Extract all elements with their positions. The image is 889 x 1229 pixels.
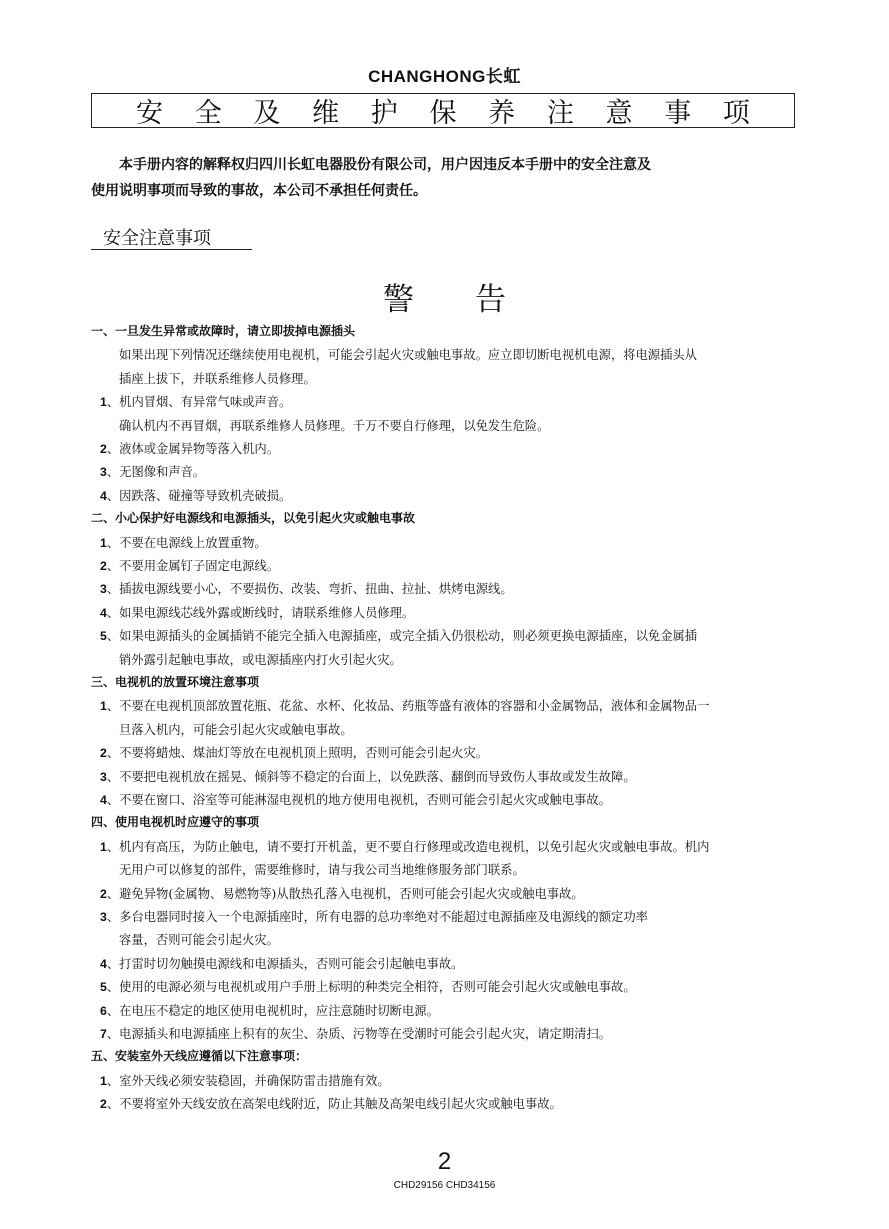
list-item [100,907,648,925]
list-item-text: 、插拔电源线要小心，不要损伤、改装、弯折、扭曲、拉扯、烘烤电源线。 [106,582,513,597]
list-item [100,1071,390,1089]
intro-line-1: 本手册内容的解释权归四川长虹电器股份有限公司，用户因违反本手册中的安全注意及 [119,157,651,173]
list-item [100,603,414,621]
list-item-number: 2 [100,442,107,456]
list-item-number: 5 [100,629,107,644]
title-char: 事 [664,98,692,129]
list-item [100,790,611,808]
intro-line-2: 使用说明事项而导致的事故，本公司不承担任何责任。 [91,183,427,199]
list-item-text: 、多台电器同时接入一个电源插座时，所有电器的总功率绝对不能超过电源插座及电源线的额定功率 [106,910,648,924]
section-subheading: 二、小心保护好电源线和电源插头，以免引起火灾或触电事故 [91,511,416,526]
list-item-number: 1 [100,699,107,714]
list-item-text: 、避免异物(金属物、易燃物等)从散热孔落入电视机，否则可能会引起火灾或触电事故。 [106,886,584,901]
list-item [100,884,584,902]
title-char: 项 [722,98,750,129]
list-item-continuation: 插座上拔下，并联系维修人员修理。 [119,371,316,386]
list-item-number: 5 [100,980,107,995]
list-item-text: 、室外天线必须安装稳固，并确保防雷击措施有效。 [106,1073,390,1088]
list-item-text: 、打雷时切勿触摸电源线和电源插头，否则可能会引起触电事故。 [106,956,464,971]
list-item-text: 、不要把电视机放在摇晃、倾斜等不稳定的台面上，以免跌落、翻倒而导致伤人事故或发生故障。 [106,769,636,784]
list-item-text: 、无图像和声音。 [106,465,206,480]
warning-char-2: 告 [475,282,507,318]
list-item-number: 1 [100,535,107,550]
section-heading-text: 安全注意事项 [103,228,211,249]
list-item-number: 2 [100,559,107,573]
list-item [100,1024,611,1042]
list-item-text: 、使用的电源必须与电视机或用户手册上标明的种类完全相符，否则可能会引起火灾或触电事故。 [106,980,636,995]
list-item-number: 1 [100,395,107,410]
title-char: 养 [488,98,516,129]
list-item-text: 、因跌落、碰撞等导致机壳破损。 [106,488,292,503]
list-item-continuation: 确认机内不再冒烟，再联系维修人员修理。千万不要自行修理，以免发生危险。 [119,418,550,433]
list-item-text: 、不要在电源线上放置重物。 [106,535,267,550]
section-subheading: 三、电视机的放置环境注意事项 [91,675,260,689]
list-item-continuation: 无用户可以修复的部件，需要维修时，请与我公司当地维修服务部门联系。 [119,863,525,878]
list-item-number: 3 [100,910,107,924]
list-item-text: 、不要将蜡烛、煤油灯等放在电视机顶上照明，否则可能会引起火灾。 [106,746,489,761]
list-item-text: 、如果电源插头的金属插销不能完全插入电源插座，或完全插入仍很松动，则必须更换电源插座，以免金属插 [106,629,698,644]
list-item [100,626,697,644]
list-item-number: 1 [100,1073,107,1088]
section-subheading: 五、安装室外天线应遵循以下注意事项： [91,1049,308,1064]
list-item [100,743,488,761]
list-item-text: 、电源插头和电源插座上积有的灰尘、杂质、污物等在受潮时可能会引起火灾，请定期清扫。 [106,1027,612,1041]
list-item-number: 2 [100,746,107,761]
warning-heading [0,274,889,319]
list-item [100,977,636,995]
model-code: CHD29156 CHD34156 [393,1180,496,1191]
list-item-number: 2 [100,1097,107,1112]
list-item [100,1094,562,1112]
section-heading [91,222,252,250]
title-char: 全 [194,98,222,129]
section-subheading: 四、使用电视机时应遵守的事项 [91,815,260,830]
title-char: 维 [312,98,340,129]
list-item-continuation: 容量，否则可能会引起火灾。 [119,933,279,948]
list-item [100,392,291,410]
title-char: 及 [253,98,281,129]
list-item-number: 4 [100,605,107,620]
title-char: 注 [546,98,574,129]
list-item-continuation: 如果出现下列情况还继续使用电视机，可能会引起火灾或触电事故。应立即切断电视机电源，将电源插头从 [119,348,697,363]
page-number: 2 [437,1148,452,1175]
list-item-number: 2 [100,886,107,901]
list-item-number: 4 [100,956,107,971]
list-item-text: 、机内有高压，为防止触电，请不要打开机盖，更不要自行修理或改造电视机，以免引起火灾或触电事故。机内 [106,839,710,854]
list-item [100,486,291,504]
list-item [100,837,709,855]
list-item-text: 、不要在电视机顶部放置花瓶、花盆、水杯、化妆品、药瓶等盛有液体的容器和小金属物品，液体和金属物品一 [106,699,710,714]
list-item-text: 、在电压不稳定的地区使用电视机时，应注意随时切断电源。 [106,1003,439,1018]
list-item [100,1001,439,1019]
list-item-continuation: 旦落入机内，可能会引起火灾或触电事故。 [119,722,353,737]
list-item [100,767,636,785]
list-item [100,579,513,597]
list-item-text: 、不要将室外天线安放在高架电线附近，防止其触及高架电线引起火灾或触电事故。 [106,1097,562,1112]
brand-logo: CHANGHONG长虹 [368,67,521,86]
list-item-text: 、机内冒烟、有异常气味或声音。 [106,395,292,410]
section-subheading: 一、一旦发生异常或故障时，请立即拔掉电源插头 [91,324,356,338]
title-char: 意 [605,98,633,129]
title-char: 安 [136,98,163,129]
list-item [100,954,463,972]
list-item-number: 6 [100,1003,107,1018]
title-char: 保 [429,98,457,129]
list-item-number: 3 [100,465,107,480]
warning-char-1: 警 [382,282,414,318]
list-item [100,462,205,480]
intro-paragraph [91,152,801,204]
list-item-number: 3 [100,582,107,597]
list-item-number: 3 [100,769,107,784]
list-item-number: 1 [100,839,107,854]
page-title-box [91,93,795,128]
list-item-text: 、不要在窗口、浴室等可能淋湿电视机的地方使用电视机，否则可能会引起火灾或触电事故。 [106,793,612,807]
list-item-continuation: 销外露引起触电事故，或电源插座内打火引起火灾。 [119,652,402,667]
list-item-number: 4 [100,793,107,807]
list-item-number: 4 [100,488,107,503]
list-item [100,556,279,574]
title-char: 护 [370,98,398,129]
list-item-text: 、不要用金属钉子固定电源线。 [106,559,280,573]
list-item-number: 7 [100,1027,107,1041]
list-item-text: 、如果电源线芯线外露或断线时，请联系维修人员修理。 [106,605,415,620]
list-item-text: 、液体或金属异物等落入机内。 [106,442,280,456]
list-item [100,533,267,551]
list-item [100,439,279,457]
list-item [100,696,709,714]
